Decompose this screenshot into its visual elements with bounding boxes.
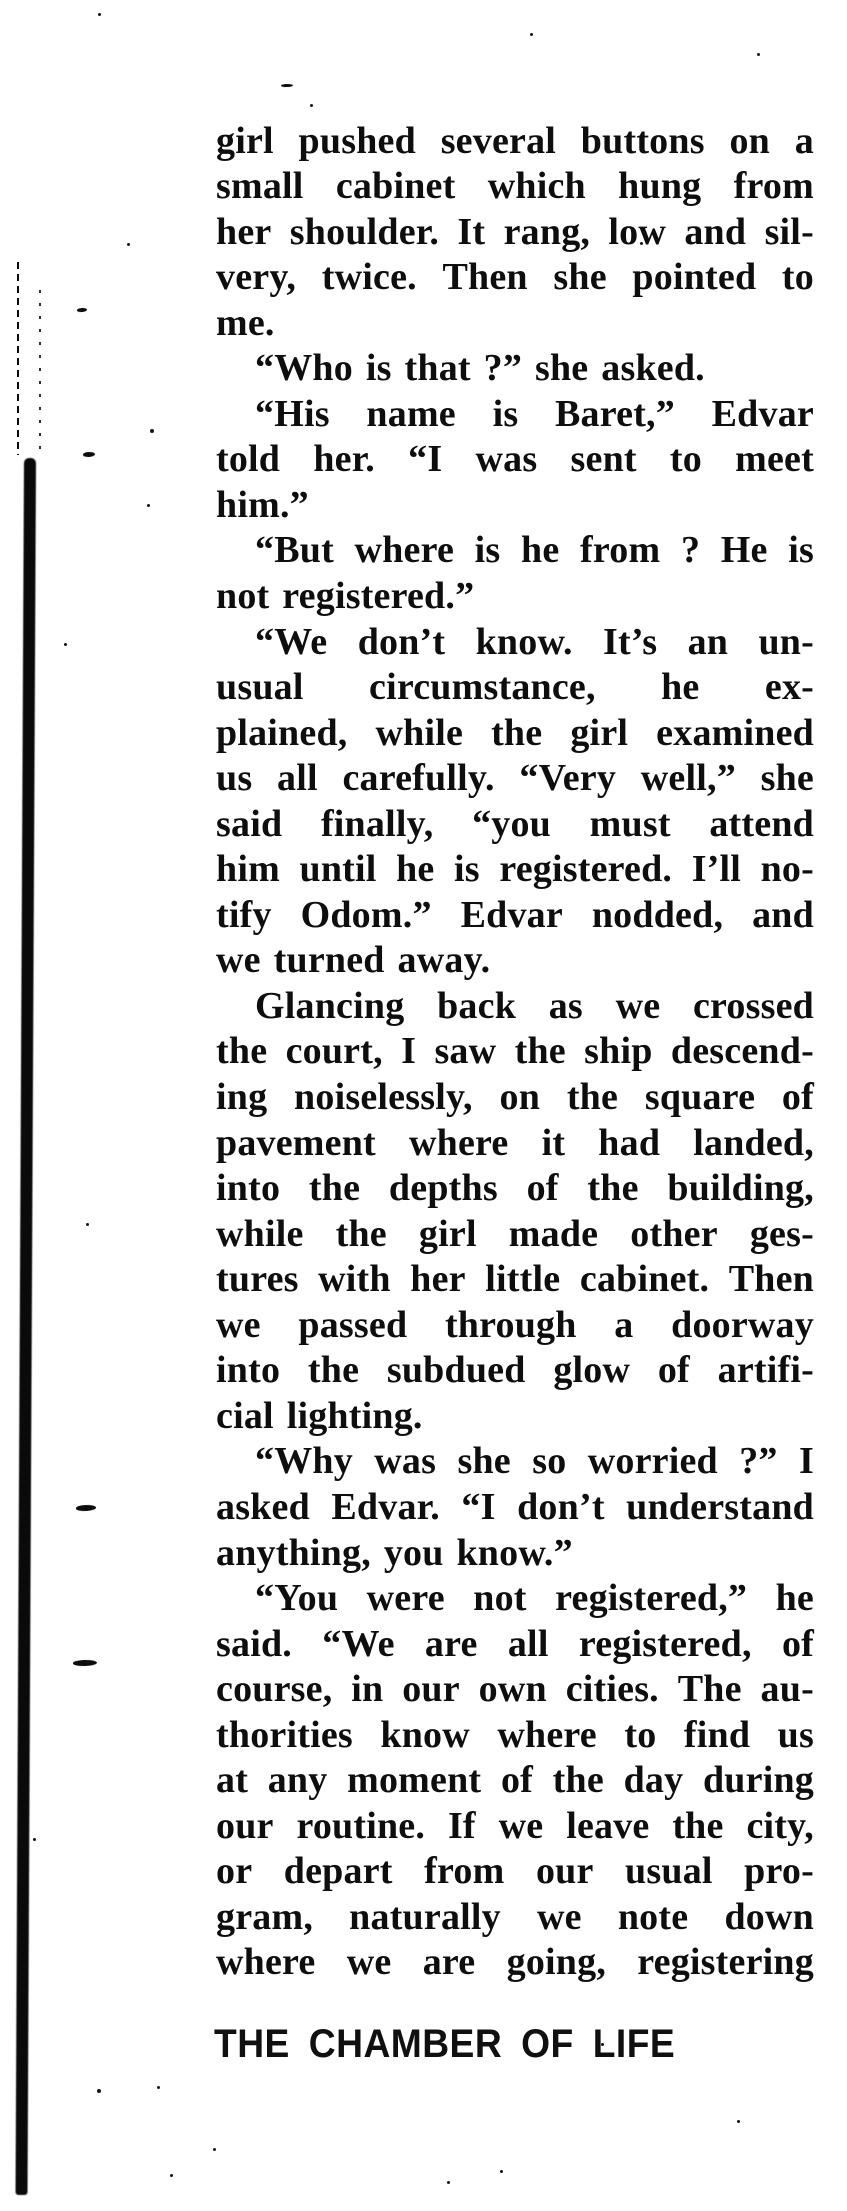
ink-smudge (73, 1660, 97, 1667)
text-line: into the depths of the building, (216, 1167, 814, 1210)
ink-smudge (76, 1504, 96, 1511)
text-line: we turned away. (216, 939, 491, 982)
ink-speck (447, 2181, 450, 2184)
ink-smudge (77, 308, 87, 313)
text-line: him.” (216, 483, 309, 526)
text-line: not registered.” (216, 575, 475, 618)
scan-ink-streak (16, 458, 36, 2195)
scan-dashed-line (17, 262, 19, 455)
ink-speck (127, 243, 130, 246)
text-line: into the subdued glow of artifi- (216, 1349, 814, 1392)
text-line: the court, I saw the ship descend- (216, 1030, 814, 1073)
text-line: very, twice. Then she pointed to (216, 256, 814, 299)
text-line: him until he is registered. I’ll no- (216, 848, 814, 891)
text-line: at any moment of the day during (216, 1759, 814, 1802)
body-text (216, 117, 814, 1984)
text-line: her shoulder. It rang, low and sil- (216, 210, 814, 253)
text-line: ing noiselessly, on the square of (216, 1076, 814, 1119)
ink-speck (150, 429, 154, 433)
text-line: while the girl made other ges- (216, 1212, 814, 1255)
ink-speck (86, 1223, 89, 1226)
text-line: tures with her little cabinet. Then (216, 1258, 814, 1301)
ink-speck (64, 643, 67, 646)
ink-speck (530, 33, 533, 36)
scan-dashed-line (39, 290, 41, 455)
text-line: “But where is he from ? He is (255, 529, 814, 572)
ink-smudge (83, 452, 95, 458)
running-title: THE CHAMBER OF LIFE (214, 2022, 676, 2066)
ink-speck (33, 1838, 36, 1841)
ink-speck (97, 2089, 101, 2093)
text-line: “Who is that ?” she asked. (255, 347, 705, 390)
text-line: course, in our own cities. The au- (216, 1668, 814, 1711)
text-line: or depart from our usual pro- (216, 1850, 814, 1893)
ink-speck (310, 104, 313, 107)
text-line: where we are going, registering (216, 1941, 814, 1984)
ink-speck (757, 53, 760, 56)
text-line: said. “We are all registered, of (216, 1622, 814, 1665)
text-line: “You were not registered,” he (255, 1577, 814, 1620)
text-line: me. (216, 301, 275, 344)
text-line: told her. “I was sent to meet (216, 438, 814, 481)
ink-speck (147, 504, 150, 507)
text-line: us all carefully. “Very well,” she (216, 757, 814, 800)
text-line: “We don’t know. It’s an un- (255, 620, 814, 663)
ink-speck (98, 13, 101, 16)
ink-smudge (281, 84, 293, 87)
text-line: girl pushed several buttons on a (216, 119, 814, 162)
ink-speck (157, 2086, 160, 2089)
text-line: usual circumstance, he ex- (216, 666, 814, 709)
ink-speck (170, 2174, 173, 2177)
ink-speck (500, 2170, 503, 2173)
text-line: tify Odom.” Edvar nodded, and (216, 893, 814, 936)
text-line: “His name is Baret,” Edvar (255, 392, 814, 435)
text-line: said finally, “you must attend (216, 802, 814, 845)
text-line: we passed through a doorway (216, 1303, 814, 1346)
ink-speck (737, 2120, 740, 2123)
text-line: “Why was she so worried ?” I (255, 1440, 814, 1483)
text-line: gram, naturally we note down (216, 1895, 814, 1938)
text-line: thorities know where to find us (216, 1713, 814, 1756)
text-line: asked Edvar. “I don’t understand (216, 1485, 814, 1528)
text-line: anything, you know.” (216, 1531, 573, 1574)
text-line: plained, while the girl examined (216, 711, 814, 754)
ink-speck (213, 2148, 216, 2151)
text-line: our routine. If we leave the city, (216, 1804, 814, 1847)
text-line: Glancing back as we crossed (255, 984, 814, 1027)
text-line: pavement where it had landed, (216, 1121, 814, 1164)
text-line: cial lighting. (216, 1394, 423, 1437)
text-line: small cabinet which hung from (216, 165, 814, 208)
